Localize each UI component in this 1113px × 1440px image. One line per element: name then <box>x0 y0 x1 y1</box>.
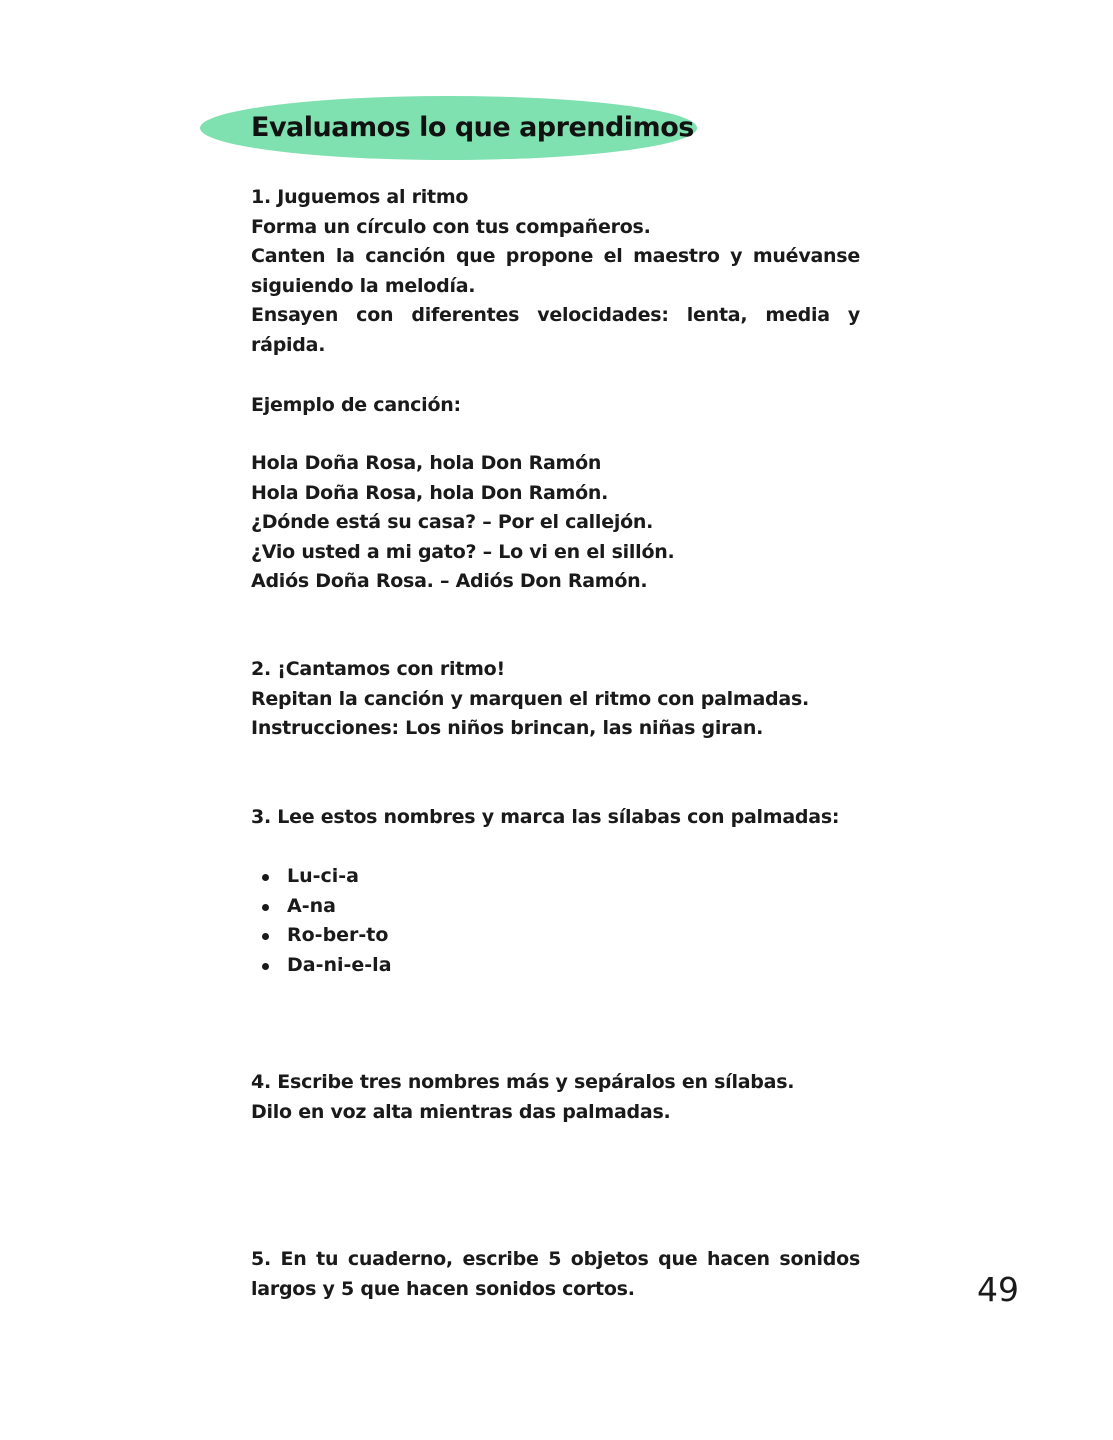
section-3-heading: 3. Lee estos nombres y marca las sílabas con palmadas: <box>251 806 840 828</box>
song-line: Hola Doña Rosa, hola Don Ramón. <box>251 481 609 504</box>
section-5-text: 5. En tu cuaderno, escribe 5 objetos que hacen sonidos largos y 5 que hacen sonidos cortos. <box>251 1248 860 1300</box>
section-1-line-3: Ensayen con diferentes velocidades: lenta, media y rápida. <box>251 304 860 356</box>
example-label-block <box>251 391 860 421</box>
section-4-line-1: 4. Escribe tres nombres más y sepáralos en sílabas. <box>251 1071 795 1093</box>
list-item: A-na <box>262 892 392 922</box>
section-2-heading: 2. ¡Cantamos con ritmo! <box>251 658 505 680</box>
list-item: Ro-ber-to <box>262 921 392 951</box>
list-item: Da-ni-e-la <box>262 951 392 981</box>
section-3 <box>251 803 860 833</box>
section-1 <box>251 183 860 361</box>
section-2-line-1: Repitan la canción y marquen el ritmo con palmadas. <box>251 687 810 710</box>
section-1-heading: 1. Juguemos al ritmo <box>251 186 469 208</box>
song-line: Hola Doña Rosa, hola Don Ramón <box>251 452 602 474</box>
song-line: ¿Vio usted a mi gato? – Lo vi en el sillón. <box>251 540 675 563</box>
example-label: Ejemplo de canción: <box>251 394 461 416</box>
section-2-line-2: Instrucciones: Los niños brincan, las niñas giran. <box>251 717 764 740</box>
section-1-line-2: Canten la canción que propone el maestro y muévanse siguiendo la melodía. <box>251 245 860 297</box>
song-lyrics <box>251 449 860 597</box>
page-title: Evaluamos lo que aprendimos <box>251 112 694 143</box>
section-4 <box>251 1068 860 1127</box>
song-line: ¿Dónde está su casa? – Por el callejón. <box>251 511 654 534</box>
names-list <box>262 862 392 980</box>
section-5 <box>251 1245 860 1304</box>
section-1-line-1: Forma un círculo con tus compañeros. <box>251 215 651 238</box>
song-line: Adiós Doña Rosa. – Adiós Don Ramón. <box>251 570 648 593</box>
section-4-line-2: Dilo en voz alta mientras das palmadas. <box>251 1100 671 1123</box>
section-2 <box>251 655 860 744</box>
page-number: 49 <box>977 1270 1019 1309</box>
list-item: Lu-ci-a <box>262 862 392 892</box>
